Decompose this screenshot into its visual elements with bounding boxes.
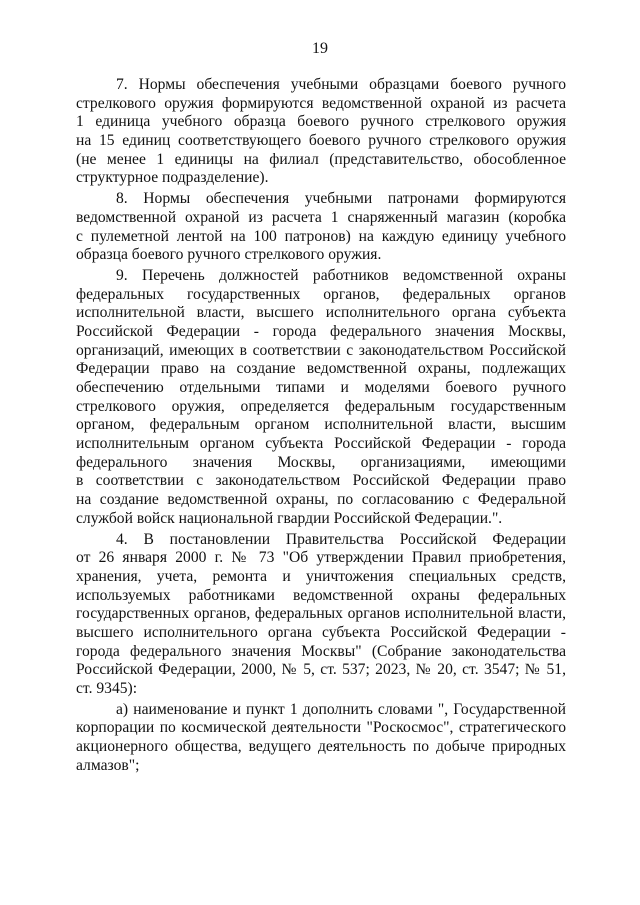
text-line: от 26 января 2000 г. № 73 "Об утверждении Правил приобретения, <box>76 549 566 567</box>
paragraph-p7 <box>76 76 566 188</box>
paragraph-p9 <box>76 267 566 529</box>
text-line: структурное подразделение). <box>76 169 269 187</box>
text-line: алмазов"; <box>76 756 140 774</box>
paragraph-p4 <box>76 531 566 699</box>
text-line: федеральных государственных органов, федеральных органов <box>76 285 566 303</box>
text-line: в соответствии с законодательством Российской Федерации право <box>76 472 566 490</box>
text-line: 7. Нормы обеспечения учебными образцами боевого ручного <box>116 76 566 93</box>
text-line: исполнительным органом субъекта Российской Федерации - города <box>76 435 566 453</box>
text-line: государственных органов, федеральных органов исполнительной власти, <box>76 605 566 623</box>
text-line: города федерального значения Москвы" (Собрание законодательства <box>76 642 566 660</box>
text-line: стрелкового оружия, определяется федеральным государственным <box>76 397 566 415</box>
text-line: 9. Перечень должностей работников ведомственной охраны <box>116 266 566 284</box>
paragraph-pa <box>76 701 566 776</box>
text-line: а) наименование и пункт 1 дополнить словами ", Государственной <box>116 700 566 718</box>
text-line: (не менее 1 единицы на филиал (представительство, обособленное <box>76 150 566 168</box>
text-line: используемых работниками ведомственной охраны федеральных <box>76 586 566 604</box>
text-line: образца боевого ручного стрелкового оружия. <box>76 246 382 264</box>
text-line: высшего исполнительного органа субъекта Российской Федерации - <box>76 623 566 641</box>
text-line: федерального значения Москвы, организациями, имеющими <box>76 453 566 471</box>
text-line: Российской Федерации - города федерального значения Москвы, <box>76 322 566 340</box>
text-line: ст. 9345): <box>76 680 138 697</box>
text-line: организаций, имеющих в соответствии с законодательством Российской <box>76 341 566 359</box>
text-line: с пулеметной лентой на 100 патронов) на каждую единицу учебного <box>76 227 566 245</box>
text-line: ведомственной охраной из расчета 1 снаряженный магазин (коробка <box>76 208 566 226</box>
text-line: 1 единица учебного образца боевого ручного стрелкового оружия <box>76 113 566 131</box>
text-line: 8. Нормы обеспечения учебными патронами формируются <box>116 190 566 208</box>
text-line: хранения, учета, ремонта и уничтожения специальных средств, <box>76 567 566 585</box>
text-line: акционерного общества, ведущего деятельность по добыче природных <box>76 738 566 756</box>
text-line: на 15 единиц соответствующего боевого ручного стрелкового оружия <box>76 132 566 150</box>
text-line: обеспечению отдельными типами и моделями боевого ручного <box>76 379 566 396</box>
text-line: стрелкового оружия формируются ведомственной охраной из расчета <box>76 94 566 112</box>
page-number: 19 <box>312 40 328 57</box>
document-body <box>76 76 566 777</box>
text-line: службой войск национальной гвардии Российской Федерации.". <box>76 509 503 527</box>
text-line: исполнительной власти, высшего исполнительного органа субъекта <box>76 304 566 322</box>
text-line: органом, федеральным органом исполнительной власти, высшим <box>76 416 566 434</box>
text-line: Федерации право на создание ведомственной охраны, подлежащих <box>76 360 566 378</box>
text-line: на создание ведомственной охраны, по согласованию с Федеральной <box>76 491 566 509</box>
text-line: 4. В постановлении Правительства Российской Федерации <box>116 530 566 548</box>
text-line: Российской Федерации, 2000, № 5, ст. 537; 2023, № 20, ст. 3547; № 51, <box>76 661 566 679</box>
text-line: корпорации по космической деятельности "Роскосмос", стратегического <box>76 719 566 737</box>
paragraph-p8 <box>76 190 566 265</box>
